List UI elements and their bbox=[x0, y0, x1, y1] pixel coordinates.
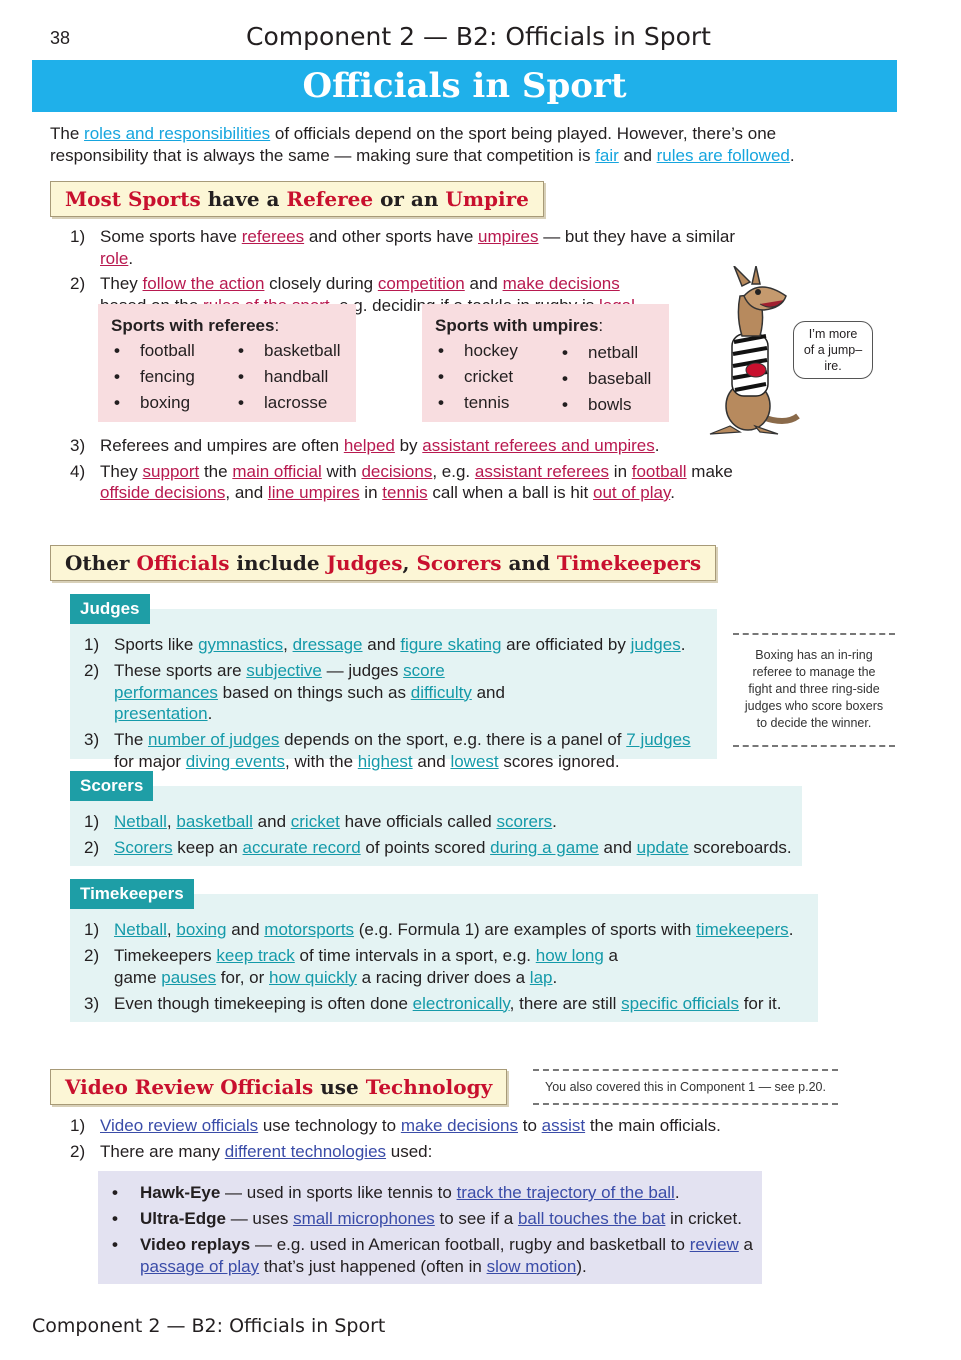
list-item: • boxing bbox=[114, 390, 195, 416]
list-item: 3) Even though timekeeping is often done electronically, there are still specific officials for it. bbox=[84, 993, 782, 1013]
list-item: 1) Sports like gymnastics, dressage and figure skating are officiated by judges. bbox=[84, 635, 686, 654]
list-item: • netball bbox=[562, 340, 651, 366]
list-item: • Ultra-Edge — uses small microphones to see if a ball touches the bat in cricket. bbox=[98, 1208, 753, 1230]
referee-list-bottom bbox=[50, 435, 770, 508]
list-item: • lacrosse bbox=[238, 390, 341, 416]
umpires-box bbox=[422, 304, 669, 422]
list-item: • Video replays — e.g. used in American football, rugby and basketball to review a passage of play that’s just happened (often in slow motion). bbox=[98, 1234, 753, 1278]
judges-list bbox=[70, 634, 710, 777]
list-item: • football bbox=[114, 338, 195, 364]
section-heading-referees: Most Sports have a Referee or an Umpire bbox=[50, 181, 544, 217]
list-item: 1) Some sports have referees and other sports have umpires — but they have a similar role. bbox=[70, 227, 736, 268]
list-item: 3) The number of judges depends on the sport, e.g. there is a panel of 7 judges for major diving events, with the highest and lowest scores ignored. bbox=[84, 730, 691, 771]
kangaroo-referee-illustration bbox=[700, 266, 800, 438]
cross-reference-text: You also covered this in Component 1 — see p.20. bbox=[545, 1080, 826, 1094]
section-heading-video-review: Video Review Officials use Technology bbox=[50, 1069, 507, 1105]
list-item: • handball bbox=[238, 364, 341, 390]
referees-box-title: Sports with referees: bbox=[111, 316, 280, 335]
list-item: 1) Video review officials use technology to make decisions to assist the main officials. bbox=[70, 1116, 721, 1135]
technology-box bbox=[98, 1171, 762, 1284]
scorers-box bbox=[70, 786, 802, 866]
list-item: 2) There are many different technologies used: bbox=[70, 1141, 433, 1161]
page-number: 38 bbox=[50, 28, 71, 48]
list-item: • cricket bbox=[438, 364, 518, 390]
judges-box bbox=[70, 609, 717, 771]
keyword: roles and responsibilities bbox=[84, 124, 271, 143]
timekeepers-list bbox=[70, 919, 815, 1019]
umpire-sports-col2 bbox=[562, 340, 651, 418]
list-item: • hockey bbox=[438, 338, 518, 364]
referees-box bbox=[98, 304, 356, 422]
speech-bubble: I’m more of a jump–ire. bbox=[793, 321, 873, 379]
keyword: fair bbox=[595, 146, 619, 165]
referee-sports-col1 bbox=[114, 338, 195, 416]
list-item: 1) Netball, basketball and cricket have officials called scorers. bbox=[84, 812, 557, 831]
umpires-box-title: Sports with umpires: bbox=[435, 316, 604, 335]
technology-list bbox=[98, 1182, 753, 1282]
video-review-list bbox=[50, 1115, 770, 1166]
list-item: • fencing bbox=[114, 364, 195, 390]
page-footer: Component 2 — B2: Officials in Sport bbox=[32, 1315, 386, 1337]
list-item: • baseball bbox=[562, 366, 651, 392]
list-item: • tennis bbox=[438, 390, 518, 416]
keyword: rules are followed bbox=[656, 146, 790, 165]
list-item: • bowls bbox=[562, 392, 651, 418]
running-header: Component 2 — B2: Officials in Sport bbox=[246, 22, 711, 51]
timekeepers-label: Timekeepers bbox=[70, 879, 194, 909]
list-item: 1) Netball, boxing and motorsports (e.g. Formula 1) are examples of sports with timekeepers. bbox=[84, 920, 794, 939]
page-title: Officials in Sport bbox=[32, 60, 897, 112]
list-item: 4) They support the main official with decisions, e.g. assistant referees in football make offside decisions, and line umpires in tennis call when a ball is hit out of play. bbox=[70, 461, 733, 502]
judges-label: Judges bbox=[70, 594, 150, 624]
list-item: • basketball bbox=[238, 338, 341, 364]
list-item: 2) Scorers keep an accurate record of points scored during a game and update scoreboards. bbox=[84, 838, 792, 857]
boxing-note bbox=[733, 633, 895, 747]
timekeepers-box bbox=[70, 894, 818, 1022]
scorers-list bbox=[70, 811, 800, 863]
list-item: 2) These sports are subjective — judges score performances based on things such as difficulty and presentation. bbox=[84, 661, 505, 723]
cross-reference-note bbox=[533, 1069, 838, 1105]
section-heading-other-officials: Other Officials include Judges, Scorers and Timekeepers bbox=[50, 545, 716, 581]
scorers-label: Scorers bbox=[70, 771, 153, 801]
list-item: 3) Referees and umpires are often helped by assistant referees and umpires. bbox=[70, 436, 660, 455]
intro-paragraph: The roles and responsibilities of officials depend on the sport being played. However, there’s one responsibility that is always the same — making sure that competition is fair and rules are followed. bbox=[50, 124, 795, 165]
list-item: 2) Timekeepers keep track of time intervals in a sport, e.g. how long a game pauses for, or how quickly a racing driver does a lap. bbox=[84, 946, 618, 987]
umpire-sports-col1 bbox=[438, 338, 518, 416]
list-item: 2) They follow the action closely during competition and make decisions deciding bbox=[70, 274, 620, 315]
boxing-note-text: Boxing has an in-ring referee to manage the fight and three ring-side judges who score boxers to decide the winner. bbox=[744, 648, 884, 730]
list-item: • Hawk-Eye — used in sports like tennis to track the trajectory of the ball. bbox=[98, 1182, 753, 1204]
referee-sports-col2 bbox=[238, 338, 341, 416]
